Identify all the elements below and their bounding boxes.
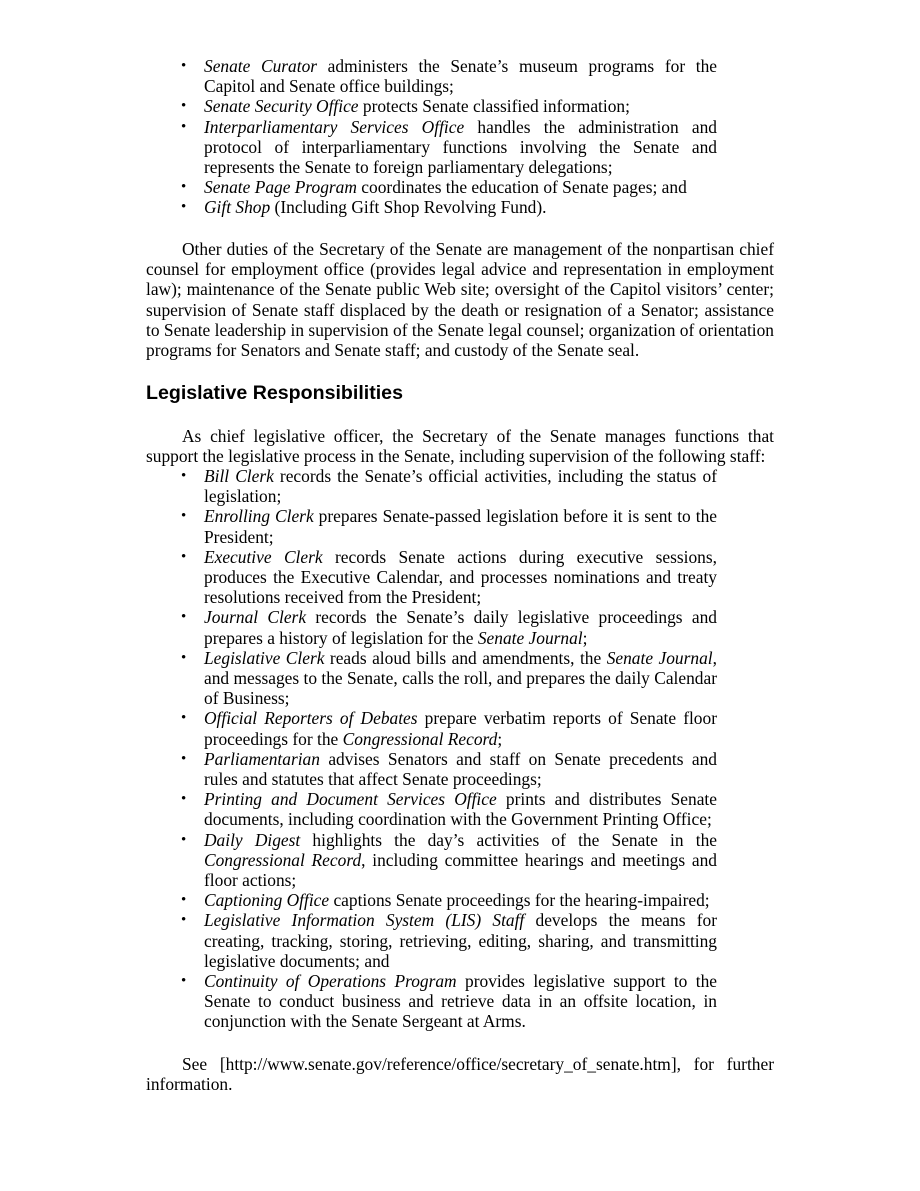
bullet-icon: • bbox=[181, 831, 187, 848]
bullet-icon: • bbox=[181, 791, 187, 808]
item-description: prints and distributes Senate documents, including coordination with the Government Printing Office; bbox=[204, 789, 717, 830]
bullet-icon: • bbox=[181, 468, 187, 484]
other-duties-paragraph: Other duties of the Secretary of the Senate are management of the nonpartisan chief counsel for employment office (provides legal advice and representation in employment law); maintenance of the Senate public Web site; oversight of the Capitol visitors’ center; supervision of Senate staff displaced by the death or resignation of a Senator; assistance to Senate leadership in supervision of the Senate legal counsel; organization of orientation programs for Senators and Senate staff; and custody of the Senate seal. bbox=[146, 239, 774, 361]
item-term: Legislative Clerk bbox=[204, 647, 325, 668]
item-term: Senate Page Program bbox=[204, 177, 357, 198]
bullet-icon: • bbox=[181, 750, 187, 767]
bullet-icon: • bbox=[181, 179, 187, 196]
bullet-icon: • bbox=[181, 58, 187, 74]
list-item bbox=[181, 96, 717, 116]
bullet-icon: • bbox=[181, 98, 187, 115]
item-term: Enrolling Clerk bbox=[204, 506, 314, 527]
item-term: Continuity of Operations Program bbox=[204, 971, 457, 992]
list-item bbox=[181, 607, 717, 647]
item-term: Official Reporters of Debates bbox=[204, 708, 418, 729]
admin-offices-list bbox=[181, 56, 717, 218]
bullet-icon: • bbox=[181, 973, 187, 990]
list-item bbox=[181, 506, 717, 546]
item-description: coordinates the education of Senate pages; and bbox=[356, 177, 687, 198]
item-description: prepares Senate-passed legislation before it is sent to the President; bbox=[204, 506, 717, 547]
item-description: develops the means for creating, tracking, storing, retrieving, editing, sharing, and transmitting legislative documents; and bbox=[204, 910, 717, 971]
list-item bbox=[181, 56, 717, 96]
list-item bbox=[181, 890, 717, 910]
item-description: reads aloud bills and amendments, the bbox=[324, 647, 607, 668]
list-item bbox=[181, 117, 717, 178]
item-term: Interparliamentary Services Office bbox=[204, 116, 465, 137]
item-description: protects Senate classified information; bbox=[358, 96, 630, 117]
item-description-tail: ; bbox=[497, 728, 503, 749]
item-description-tail: ; bbox=[582, 627, 588, 648]
bullet-icon: • bbox=[181, 609, 187, 626]
item-term: Gift Shop bbox=[204, 197, 271, 218]
bullet-icon: • bbox=[181, 118, 187, 135]
item-term: Senate Curator bbox=[204, 56, 318, 76]
bullet-icon: • bbox=[181, 508, 187, 525]
item-term: Captioning Office bbox=[204, 890, 330, 911]
item-description: (Including Gift Shop Revolving Fund). bbox=[270, 197, 547, 218]
item-description: advises Senators and staff on Senate precedents and rules and statutes that affect Senate proceedings; bbox=[204, 748, 717, 790]
item-description: records the Senate’s official activities, including the status of legislation; bbox=[204, 466, 717, 507]
item-publication-title: Senate Journal bbox=[606, 647, 713, 668]
item-description: records the Senate’s daily legislative proceedings and prepares a history of legislation for the bbox=[204, 607, 717, 648]
item-term: Parliamentarian bbox=[204, 748, 320, 769]
bullet-icon: • bbox=[181, 199, 187, 216]
item-publication-title: Congressional Record bbox=[204, 849, 362, 870]
list-item bbox=[181, 749, 717, 789]
item-description: provides legislative support to the Senate to conduct business and retrieve data in an offsite location, in conjunction with the Senate Sergeant at Arms. bbox=[204, 971, 718, 1032]
item-publication-title: Senate Journal bbox=[477, 627, 583, 648]
bullet-icon: • bbox=[181, 649, 187, 666]
item-publication-title: Congressional Record bbox=[342, 728, 498, 749]
item-description: handles the administration and protocol of interparliamentary functions involving the Senate and represents the Senate to foreign parliamentary delegations; bbox=[204, 116, 717, 178]
bullet-icon: • bbox=[181, 710, 187, 727]
list-item bbox=[181, 910, 717, 971]
item-term: Printing and Document Services Office bbox=[204, 789, 497, 810]
item-term: Bill Clerk bbox=[204, 466, 274, 486]
item-description: records Senate actions during executive sessions, produces the Executive Calendar, and processes nominations and treaty resolutions received from the President; bbox=[204, 546, 717, 608]
item-description-tail: , and messages to the Senate, calls the roll, and prepares the daily Calendar of Business; bbox=[204, 647, 717, 709]
section-heading: Legislative Responsibilities bbox=[146, 382, 403, 404]
item-description: captions Senate proceedings for the hearing-impaired; bbox=[329, 890, 710, 911]
list-item bbox=[181, 789, 717, 829]
item-term: Journal Clerk bbox=[204, 607, 307, 628]
bullet-icon: • bbox=[181, 892, 187, 909]
list-item bbox=[181, 177, 717, 197]
list-item bbox=[181, 547, 717, 608]
item-term: Executive Clerk bbox=[204, 546, 323, 567]
item-term: Senate Security Office bbox=[204, 96, 359, 117]
list-item bbox=[181, 197, 717, 217]
list-item bbox=[181, 648, 717, 709]
item-description: administers the Senate’s museum programs for the Capitol and Senate office buildings; bbox=[204, 56, 717, 97]
item-description: highlights the day’s activities of the Senate in the bbox=[300, 829, 718, 850]
bullet-icon: • bbox=[181, 912, 187, 929]
see-also-paragraph: See [http://www.senate.gov/reference/office/secretary_of_senate.htm], for further information. bbox=[146, 1054, 774, 1095]
legislative-staff-list bbox=[181, 466, 717, 1032]
list-item bbox=[181, 708, 717, 748]
item-description-tail: , including committee hearings and meetings and floor actions; bbox=[204, 849, 717, 891]
item-description: prepare verbatim reports of Senate floor proceedings for the bbox=[204, 708, 717, 749]
item-term: Daily Digest bbox=[204, 829, 301, 850]
list-item bbox=[181, 830, 717, 891]
intro-paragraph: As chief legislative officer, the Secretary of the Senate manages functions that support the legislative process in the Senate, including supervision of the following staff: bbox=[146, 426, 774, 467]
bullet-icon: • bbox=[181, 548, 187, 565]
list-item bbox=[181, 466, 717, 506]
item-term: Legislative Information System (LIS) Staff bbox=[204, 910, 525, 931]
list-item bbox=[181, 971, 717, 1032]
